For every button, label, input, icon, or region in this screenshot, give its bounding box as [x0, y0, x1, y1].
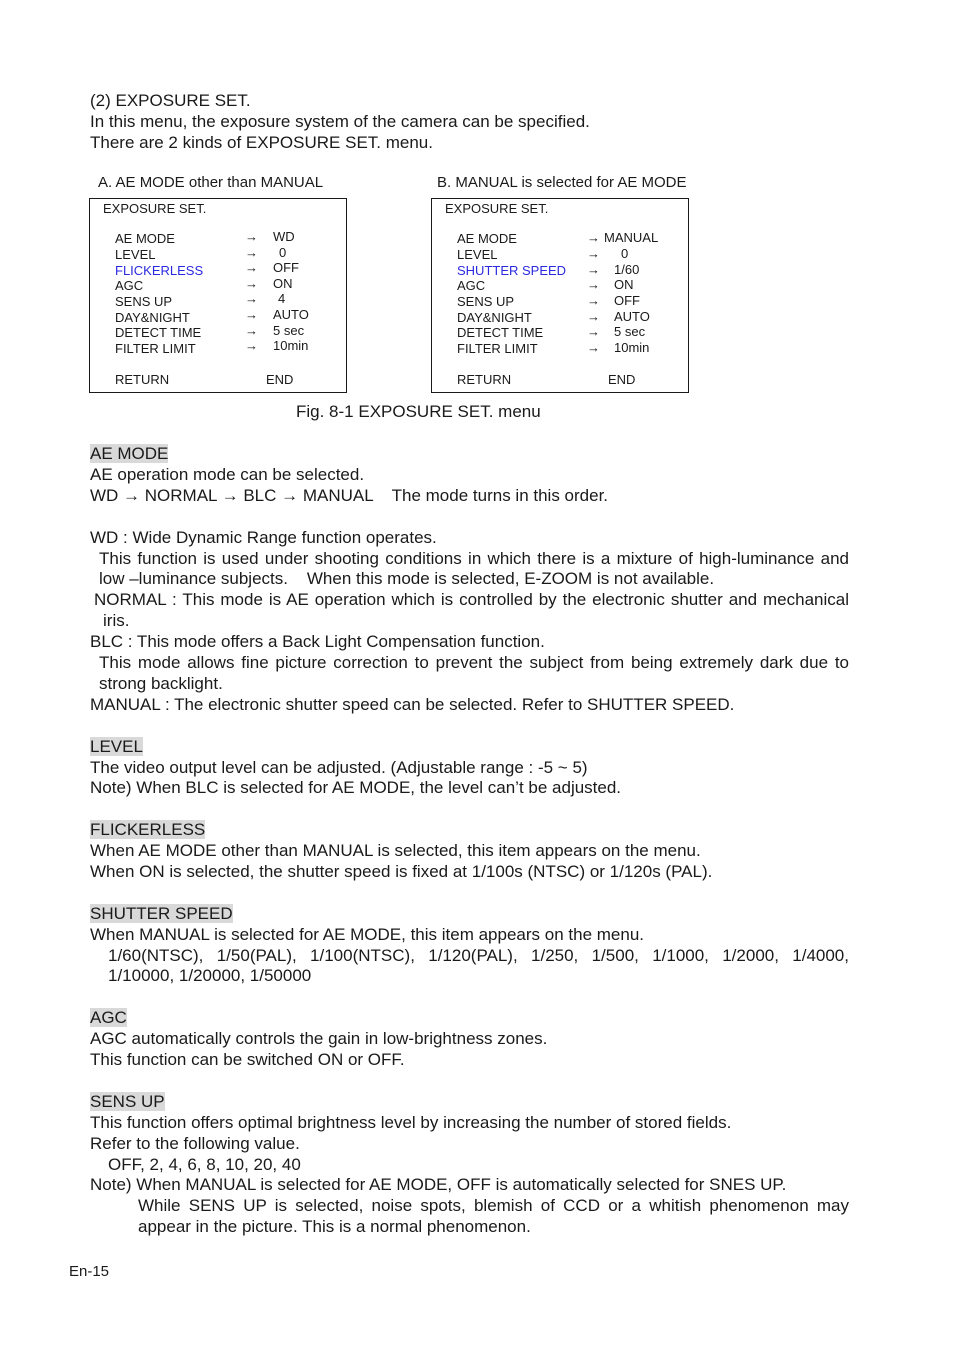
menu-row-value: 0	[621, 246, 629, 261]
menu-row-label: FILTER LIMIT	[457, 341, 538, 356]
menu-row-label: AGC	[457, 278, 486, 293]
paragraph-line: This function is used under shooting conditions in which there is a mixture of high-luminance and	[99, 549, 849, 568]
level-heading: LEVEL	[90, 737, 143, 756]
menu-row-value: AUTO	[614, 309, 650, 324]
menu-row-label: SENS UP	[457, 294, 515, 309]
menu-row-value: WD	[273, 229, 295, 244]
paragraph-line: OFF, 2, 4, 6, 8, 10, 20, 40	[108, 1155, 301, 1174]
menu-row-value: ON	[273, 276, 293, 291]
menu-row-label: LEVEL	[115, 247, 156, 262]
paragraph-line: low –luminance subjects. When this mode is selected, E-ZOOM is not available.	[99, 569, 715, 588]
shutter-speed-heading: SHUTTER SPEED	[90, 904, 233, 923]
menu-row-value: OFF	[614, 293, 640, 308]
paragraph-line: 1/60(NTSC), 1/50(PAL), 1/100(NTSC), 1/120(PAL), 1/250, 1/500, 1/1000, 1/2000, 1/4000,	[108, 946, 849, 965]
paragraph-line: Note) When BLC is selected for AE MODE, the level can’t be adjusted.	[90, 778, 622, 797]
paragraph-line: WD → NORMAL → BLC → MANUAL The mode turns in this order.	[90, 486, 609, 505]
menu-a-caption: A. AE MODE other than MANUAL	[98, 174, 324, 191]
menu-row-value: ON	[614, 277, 634, 292]
menu-row-label-selected: FLICKERLESS	[115, 263, 204, 278]
paragraph-line: iris.	[103, 611, 130, 630]
paragraph-line: This function offers optimal brightness level by increasing the number of stored fields.	[90, 1113, 732, 1132]
menu-row-value: AUTO	[273, 307, 309, 322]
menu-return-label: RETURN	[457, 372, 512, 387]
figure-caption: Fig. 8-1 EXPOSURE SET. menu	[296, 402, 541, 421]
arrow-icon: →	[587, 324, 600, 339]
arrow-icon: →	[587, 293, 600, 308]
menu-row-value: 1/60	[614, 262, 640, 277]
arrow-icon: →	[245, 291, 258, 306]
menu-end-label: END	[608, 372, 636, 387]
arrow-icon: →	[587, 230, 600, 245]
paragraph-line: WD : Wide Dynamic Range function operates.	[90, 528, 437, 547]
menu-title: EXPOSURE SET.	[103, 201, 207, 216]
sens-up-heading: SENS UP	[90, 1092, 165, 1111]
arrow-icon: →	[587, 340, 600, 355]
menu-row-label: AE MODE	[115, 231, 175, 246]
arrow-icon: →	[245, 245, 258, 260]
paragraph-line: This function can be switched ON or OFF.	[90, 1050, 405, 1069]
paragraph-line: strong backlight.	[99, 674, 223, 693]
menu-row-value: 5 sec	[614, 324, 646, 339]
section-heading-exposure-set: (2) EXPOSURE SET.	[90, 91, 251, 110]
intro-text: There are 2 kinds of EXPOSURE SET. menu.	[90, 133, 433, 152]
paragraph-line: appear in the picture. This is a normal phenomenon.	[138, 1217, 531, 1236]
menu-row-value: 4	[278, 291, 286, 306]
paragraph-line: While SENS UP is selected, noise spots, blemish of CCD or a whitish phenomenon may	[138, 1196, 849, 1215]
paragraph-line: When AE MODE other than MANUAL is selected, this item appears on the menu.	[90, 841, 701, 860]
menu-row-label: FILTER LIMIT	[115, 341, 196, 356]
paragraph-line: Refer to the following value.	[90, 1134, 300, 1153]
paragraph-line: NORMAL : This mode is AE operation which is controlled by the electronic shutter and mechanical	[94, 590, 849, 609]
intro-text: In this menu, the exposure system of the camera can be specified.	[90, 112, 590, 131]
paragraph-line: MANUAL : The electronic shutter speed can be selected. Refer to SHUTTER SPEED.	[90, 695, 735, 714]
menu-return-label: RETURN	[115, 372, 170, 387]
menu-row-value: OFF	[273, 260, 299, 275]
menu-row-label: SENS UP	[115, 294, 173, 309]
menu-row-value: 0	[279, 245, 287, 260]
arrow-icon: →	[587, 309, 600, 324]
paragraph-line: 1/10000, 1/20000, 1/50000	[108, 966, 312, 985]
menu-end-label: END	[266, 372, 294, 387]
arrow-icon: →	[587, 262, 600, 277]
paragraph-line: BLC : This mode offers a Back Light Compensation function.	[90, 632, 545, 651]
menu-row-label: DETECT TIME	[457, 325, 544, 340]
menu-row-label-selected: SHUTTER SPEED	[457, 263, 567, 278]
arrow-icon: →	[245, 229, 258, 244]
arrow-icon: →	[245, 260, 258, 275]
menu-row-label: LEVEL	[457, 247, 498, 262]
menu-row-label: DETECT TIME	[115, 325, 202, 340]
paragraph-line: This mode allows fine picture correction to prevent the subject from being extremely dark due to	[99, 653, 849, 672]
paragraph-line: Note) When MANUAL is selected for AE MODE, OFF is automatically selected for SNES UP.	[90, 1175, 787, 1194]
ae-mode-heading: AE MODE	[90, 444, 169, 463]
menu-a-box	[89, 198, 347, 393]
menu-row-label: AGC	[115, 278, 144, 293]
menu-row-value: 5 sec	[273, 323, 305, 338]
paragraph-line: AGC automatically controls the gain in low-brightness zones.	[90, 1029, 548, 1048]
paragraph-line: When MANUAL is selected for AE MODE, this item appears on the menu.	[90, 925, 644, 944]
menu-b-caption: B. MANUAL is selected for AE MODE	[437, 174, 687, 191]
arrow-icon: →	[245, 323, 258, 338]
arrow-icon: →	[245, 338, 258, 353]
menu-row-value: 10min	[273, 338, 309, 353]
menu-b-box	[431, 198, 689, 393]
arrow-icon: →	[587, 246, 600, 261]
flickerless-heading: FLICKERLESS	[90, 820, 206, 839]
paragraph-line: AE operation mode can be selected.	[90, 465, 365, 484]
arrow-icon: →	[245, 276, 258, 291]
paragraph-line: When ON is selected, the shutter speed is fixed at 1/100s (NTSC) or 1/120s (PAL).	[90, 862, 713, 881]
menu-title: EXPOSURE SET.	[445, 201, 549, 216]
menu-row-label: AE MODE	[457, 231, 517, 246]
menu-row-value: MANUAL	[604, 230, 659, 245]
paragraph-line: The video output level can be adjusted. (Adjustable range : -5 ~ 5)	[90, 758, 588, 777]
arrow-icon: →	[245, 307, 258, 322]
menu-row-value: 10min	[614, 340, 650, 355]
menu-row-label: DAY&NIGHT	[457, 310, 532, 325]
page-number: En-15	[69, 1263, 110, 1280]
menu-row-label: DAY&NIGHT	[115, 310, 190, 325]
arrow-icon: →	[587, 277, 600, 292]
agc-heading: AGC	[90, 1008, 127, 1027]
